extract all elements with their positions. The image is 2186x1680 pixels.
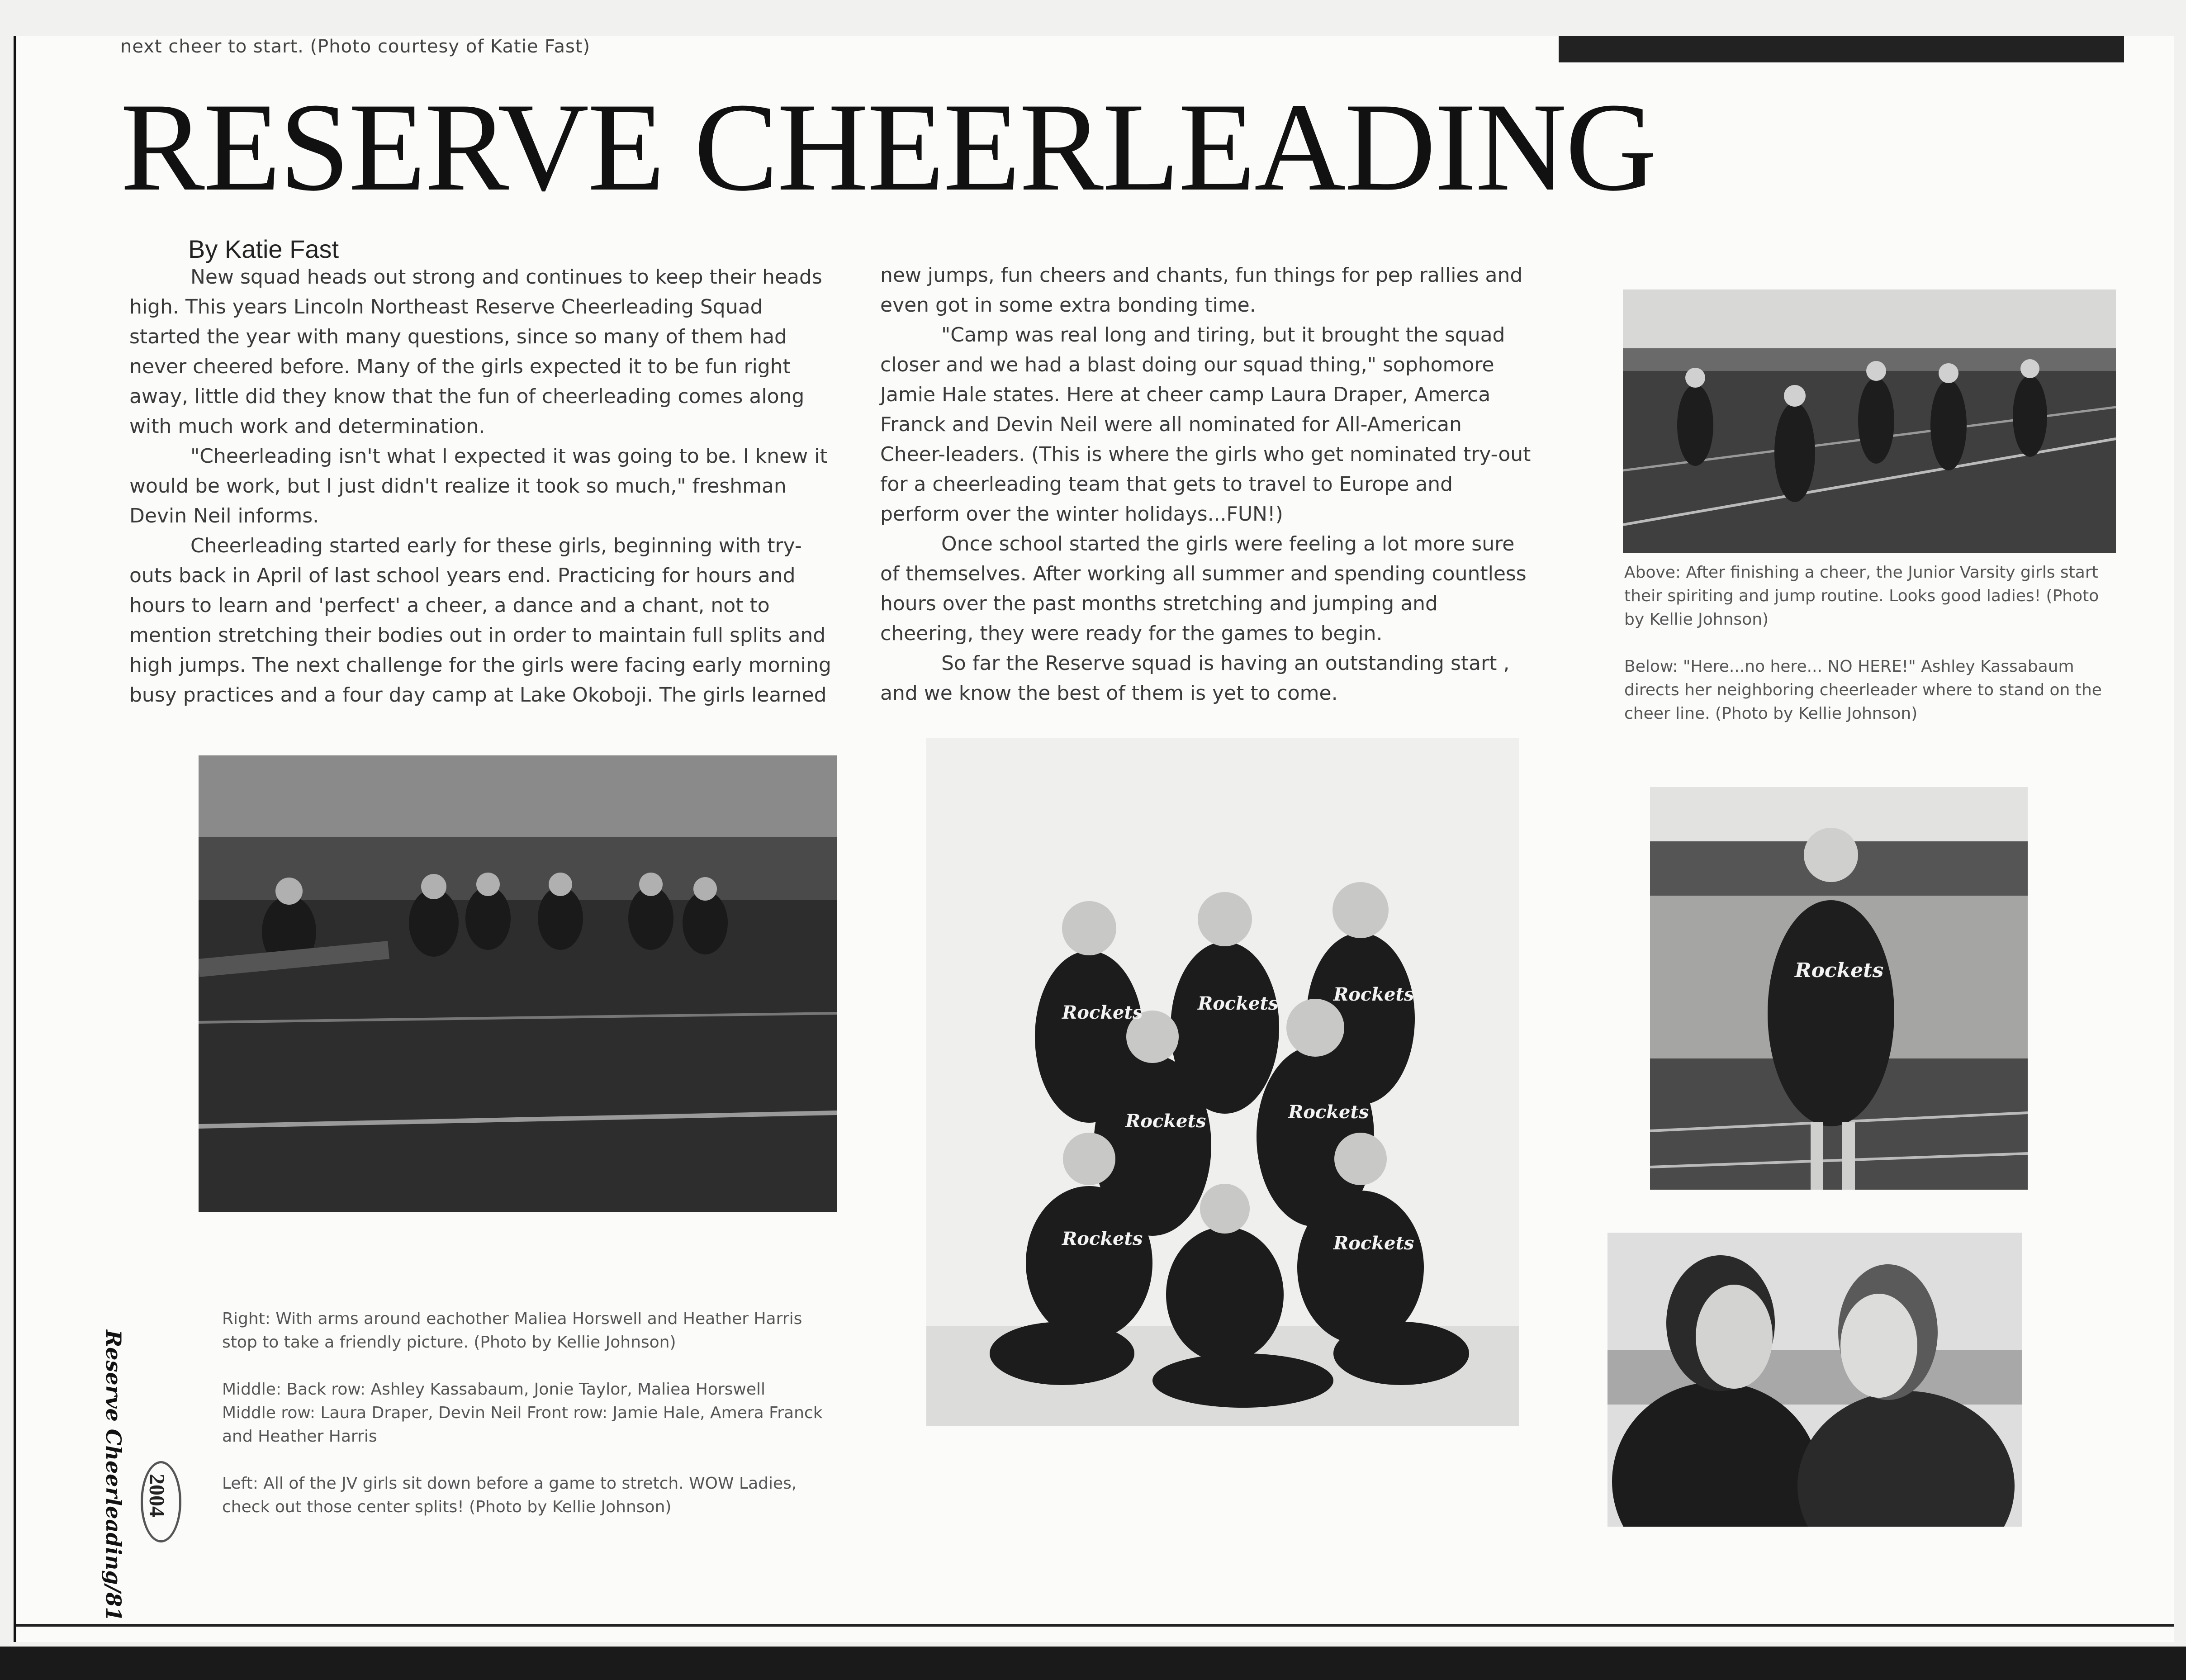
article-column-1	[129, 262, 839, 710]
uniform-logo-text: Rockets	[1062, 1002, 1143, 1023]
top-photo-edge	[1559, 36, 2124, 62]
uniform-logo-text: Rockets	[1288, 1101, 1369, 1123]
paragraph: Once school started the girls were feeling a lot more sure of themselves. After working all summer and spending countless hours over the past months stretching and jumping and cheering, they were ready for the games to begin.	[880, 532, 1527, 645]
section-page-label: Reserve Cheerleading/81	[101, 1330, 126, 1622]
uniform-logo-text: Rockets	[1062, 1228, 1143, 1249]
uniform-logo-text: Rockets	[1198, 993, 1279, 1014]
uniform-logo-text: Rockets	[1333, 984, 1414, 1005]
page-title: RESERVE CHEERLEADING	[120, 76, 1656, 217]
left-captions	[222, 1307, 824, 1542]
cheer-line-photo	[1650, 787, 2028, 1190]
jv-splits-photo	[199, 755, 837, 1212]
caption-left-photo: Left: All of the JV girls sit down before a game to stretch. WOW Ladies, check out those center splits! (Photo by Kellie Johnson)	[222, 1474, 797, 1516]
article-column-2	[880, 261, 1532, 708]
uniform-logo-text: Rockets	[1795, 959, 1884, 982]
cut-off-caption: next cheer to start. (Photo courtesy of Katie Fast)	[120, 36, 591, 57]
bottom-scan-edge	[0, 1647, 2186, 1680]
paragraph: Cheerleading started early for these girls, beginning with try-outs back in April of last school years end. Practicing for hours and hours to learn and 'perfect' a cheer, a dance and a chant, not to mention stretching their bodies out in order to maintain full splits and high jumps. The next challenge for the girls were facing early morning busy practices and a four day camp at Lake Okoboji. The girls learned	[129, 534, 831, 707]
bottom-rule	[16, 1624, 2174, 1627]
paragraph: So far the Reserve squad is having an outstanding start , and we know the best of them is yet to come.	[880, 652, 1510, 705]
jv-jump-routine-photo	[1623, 289, 2116, 553]
friends-photo	[1607, 1233, 2022, 1527]
year-badge: 2004	[145, 1474, 169, 1517]
uniform-logo-text: Rockets	[1333, 1233, 1414, 1254]
caption-above: Above: After finishing a cheer, the Junior Varsity girls start their spiriting and jump routine. Looks good ladies! (Photo by Kellie Johnson)	[1624, 563, 2099, 629]
byline: By Katie Fast	[188, 235, 339, 263]
page-footer-label	[98, 1330, 169, 1622]
paragraph: new jumps, fun cheers and chants, fun things for pep rallies and even got in some extra bonding time.	[880, 264, 1523, 317]
uniform-logo-text: Rockets	[1125, 1111, 1206, 1132]
right-captions	[1624, 561, 2122, 749]
paragraph: "Cheerleading isn't what I expected it was going to be. I knew it would be work, but I just didn't realize it took so much," freshman Devin Neil informs.	[129, 445, 828, 527]
caption-below: Below: "Here...no here... NO HERE!" Ashley Kassabaum directs her neighboring cheerleader where to stand on the cheer line. (Photo by Kellie Johnson)	[1624, 657, 2102, 723]
paragraph: New squad heads out strong and continues to keep their heads high. This years Lincoln Northeast Reserve Cheerleading Squad started the year with many questions, since so many of them had never cheered before. Many of the girls expected it to be fun right away, little did they know that the fun of cheerleading comes along with much work and determination.	[129, 266, 822, 438]
paragraph: "Camp was real long and tiring, but it brought the squad closer and we had a blast doing our squad thing," sophomore Jamie Hale states. Here at cheer camp Laura Draper, Amerca Franck and Devin Neil were all nominated for All-American Cheer-leaders. (This is where the girls who get nominated try-out for a cheerleading team that gets to travel to Europe and perform over the winter holidays...FUN!)	[880, 323, 1531, 526]
caption-middle-photo: Middle: Back row: Ashley Kassabaum, Jonie Taylor, Maliea Horswell Middle row: Laura Draper, Devin Neil Front row: Jamie Hale, Amera Franck and Heather Harris	[222, 1380, 823, 1446]
yearbook-page	[14, 36, 2174, 1642]
squad-group-portrait	[926, 738, 1519, 1426]
caption-right-photo: Right: With arms around eachother Maliea Horswell and Heather Harris stop to take a friendly picture. (Photo by Kellie Johnson)	[222, 1310, 802, 1352]
